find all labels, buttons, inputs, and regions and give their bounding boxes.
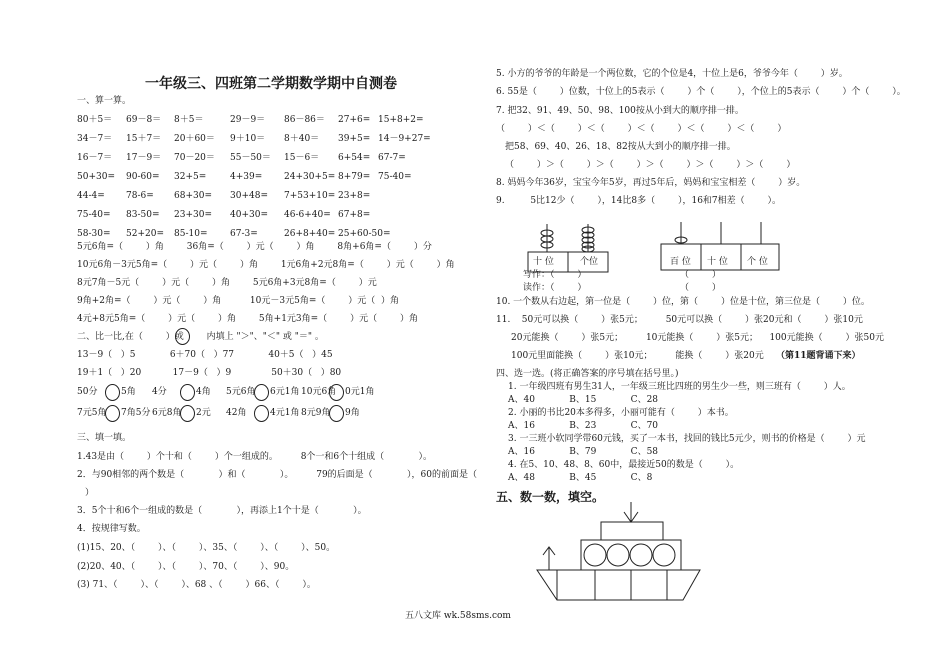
question-5: 5. 小方的爷爷的年龄是一个两位数，它的个位是4，十位上是6，爷爷今年（ ）岁。	[496, 69, 848, 79]
calc-item: 15＋7＝	[126, 134, 162, 144]
section-5-heading: 五、数一数，填空。	[496, 490, 605, 504]
calc-item: 8＋40＝	[284, 134, 320, 144]
money-line-2: 10元6角－3元5角=（ ）元（ ）角 1元6角+2元8角=（ ）元（ ）角	[77, 260, 455, 270]
calc-item: 67-3=	[230, 229, 258, 239]
calc-item: 67+8=	[338, 210, 371, 220]
question-9: 9. 5比12少（ ），14比8多（ ），16和7相差（ ）。	[496, 196, 782, 206]
calc-item: 67-7=	[378, 153, 406, 163]
calc-item: 40+30=	[230, 210, 268, 220]
compare-answer-circle[interactable]	[329, 384, 344, 401]
abacus2-tens-label: 十 位	[707, 257, 728, 267]
fill-line-2-cont: ）	[85, 488, 95, 498]
choice-q2-options: A、16 B、23 C、70	[508, 421, 659, 431]
question-11-line-3: 100元里面能换（ ）张10元； 能换（ ）张20元	[511, 351, 764, 361]
fill-line-4: 4．按规律写数。	[77, 524, 146, 534]
calc-item: 15－6＝	[284, 153, 320, 163]
fill-line-2: 2．与90相邻的两个数是（ ）和（ ）。 79的后面是（ ），60的前面是（	[77, 470, 477, 480]
choice-q1-options: A、40 B、15 C、28	[508, 395, 659, 405]
calc-item: 55－50＝	[230, 153, 271, 163]
choice-q4-options: A、48 B、45 C、8	[508, 473, 653, 483]
section-1-heading: 一、算一算。	[77, 96, 132, 106]
calc-item: 39+5=	[338, 134, 371, 144]
compare-left-value: 5元6角	[226, 387, 256, 397]
calc-item: 27+6=	[338, 115, 371, 125]
calc-item: 6+54=	[338, 153, 371, 163]
question-11-line-2: 20元能换（ ）张5元； 10元能换（ ）张5元； 100元能换（ ）张50元	[511, 333, 884, 343]
abacus1-tens-label: 十 位	[533, 257, 554, 267]
calc-item: 44-4=	[77, 191, 105, 201]
calc-item: 9＋10＝	[230, 134, 266, 144]
abacus2-hundreds-label: 百 位	[670, 257, 691, 267]
question-11-line-1: 11. 50元可以换（ ）张5元； 50元可以换（ ）张20元和（ ）张10元	[496, 315, 863, 325]
calc-item: 70－20＝	[174, 153, 215, 163]
money-line-4: 9角+2角=（ ）元（ ）角 10元－3元5角=（ ）元（ ）角	[77, 296, 399, 306]
choice-q3-options: A、16 B、79 C、58	[508, 447, 659, 457]
calc-item: 50+30=	[77, 172, 115, 182]
abacus1-ones-label: 个位	[580, 257, 599, 267]
calc-item: 15+8+2=	[378, 115, 424, 125]
abacus2-write-blank: （ ）	[680, 270, 721, 280]
question-7-ascending-blanks: （ ）＜（ ）＜（ ）＜（ ）＜（ ）＜（ ）	[496, 124, 787, 134]
calc-item: 80＋5＝	[77, 115, 113, 125]
footer-watermark: 五八文库 wk.58sms.com	[405, 611, 511, 621]
compare-row-1: 13－9（ ）5 6＋70（ ）77 40＋5（ ）45	[77, 350, 333, 360]
calc-item: 20＋60＝	[174, 134, 215, 144]
calc-item: 83-50=	[126, 210, 160, 220]
calc-item: 32+5=	[174, 172, 207, 182]
pattern-row-2: (2)20、40、（ ）、（ ）、70、（ ）、90。	[77, 562, 295, 572]
calc-item: 30+48=	[230, 191, 268, 201]
calc-item: 16－7＝	[77, 153, 113, 163]
pattern-row-3: (3) 71、（ ）、（ ）、68 、（ ）66、（ ）。	[77, 580, 316, 590]
compare-left-value: 42角	[226, 408, 247, 418]
abacus2-read-blank: （ ）	[680, 283, 721, 293]
question-10: 10. 一个数从右边起，第一位是（ ）位，第（ ）位是十位，第三位是（ ）位。	[496, 297, 870, 307]
calc-item: 68+30=	[174, 191, 212, 201]
compare-right-value: 9角	[345, 408, 360, 418]
compare-answer-circle[interactable]	[180, 384, 195, 401]
compare-right-value: 0元1角	[345, 387, 375, 397]
compare-answer-circle[interactable]	[254, 384, 269, 401]
compare-answer-circle[interactable]	[105, 405, 120, 422]
compare-left-value: 7元5角	[77, 408, 107, 418]
page-title: 一年级三、四班第二学期数学期中自测卷	[145, 76, 397, 92]
question-7b-descending-blanks: （ ）＞（ ）＞（ ）＞（ ）＞（ ）＞（ ）	[505, 160, 796, 170]
calc-item: 26+8+40=	[284, 229, 336, 239]
question-7: 7. 把32、91、49、50、98、100按从小到大的顺序排一排。	[496, 106, 744, 116]
compare-right-value: 6元1角	[270, 387, 300, 397]
calc-item: 75-40=	[77, 210, 111, 220]
compare-right-value: 7角5分	[121, 408, 151, 418]
calc-item: 78-6=	[126, 191, 154, 201]
money-line-5: 4元+8元5角=（ ）元（ ）角 5角+1元3角=（ ）元（ ）角	[77, 314, 418, 324]
write-as-label: 写作：（ ）	[523, 270, 587, 280]
compare-answer-circle[interactable]	[180, 405, 195, 422]
read-as-label: 读作：（ ）	[523, 283, 587, 293]
calc-item: 4+39=	[230, 172, 263, 182]
pattern-row-1: (1)15、20、（ ）、（ ）、35、（ ）、（ ）、50。	[77, 543, 336, 553]
calc-item: 23+8=	[338, 191, 371, 201]
compare-left-value: 50分	[77, 387, 98, 397]
calc-item: 8+79=	[338, 172, 371, 182]
compare-left-value: 6元8角	[152, 408, 182, 418]
compare-left-value: 10元6角	[301, 387, 337, 397]
fill-line-1: 1.43是由（ ）个十和（ ）个一组成的。 8个一和6个十组成（ ）。	[77, 452, 432, 462]
question-11-note: （第11题背诵下来）	[776, 351, 861, 361]
compare-answer-circle[interactable]	[105, 384, 120, 401]
question-7b: 把58、69、40、26、18、82按从大到小的顺序排一排。	[505, 142, 736, 152]
calc-item: 69－8＝	[126, 115, 162, 125]
calc-item: 75-40=	[378, 172, 412, 182]
calc-item: 58-30=	[77, 229, 111, 239]
calc-item: 46-6+40=	[284, 210, 331, 220]
calc-item: 7+53+10=	[284, 191, 336, 201]
compare-right-value: 4角	[196, 387, 211, 397]
calc-item: 24+30+5=	[284, 172, 336, 182]
calc-item: 29－9＝	[230, 115, 266, 125]
calc-item: 86－86＝	[284, 115, 325, 125]
calc-item: 90-60=	[126, 172, 160, 182]
money-line-3: 8元7角－5元（ ）元（ ）角 5元6角+3元8角=（ ）元	[77, 278, 377, 288]
choice-q1: 1. 一年级四班有男生31人，一年级三班比四班的男生少一些，则三班有（ ）人。	[508, 382, 851, 392]
calc-item: 34－7＝	[77, 134, 113, 144]
compare-answer-circle[interactable]	[329, 405, 344, 422]
compare-left-value: 8元9角	[301, 408, 331, 418]
calc-item: 23+30=	[174, 210, 212, 220]
choice-q4: 4. 在5、10、48、8、60中，最接近50的数是（ ）。	[508, 460, 740, 470]
question-6: 6. 55是（ ）位数，十位上的5表示（ ）个（ ），个位上的5表示（ ）个（ ）。	[496, 87, 906, 97]
abacus2-ones-label: 个 位	[747, 257, 768, 267]
compare-right-value: 4元1角	[270, 408, 300, 418]
calc-item: 25+60-50=	[338, 229, 391, 239]
calc-item: 85-10=	[174, 229, 208, 239]
section-2-heading: 二、比一比,在（ ）或 内填上 "＞"、"＜" 或 "＝" 。	[77, 332, 324, 342]
calc-item: 8＋5＝	[174, 115, 204, 125]
ship-shapes-figure	[535, 500, 705, 610]
question-8: 8. 妈妈今年36岁，宝宝今年5岁，再过5年后，妈妈和宝宝相差（ ）岁。	[496, 178, 806, 188]
fill-line-3: 3．5个十和6个一组成的数是（ ），再添上1个十是（ ）。	[77, 506, 367, 516]
section-3-heading: 三、填一填。	[77, 433, 132, 443]
compare-left-value: 4分	[152, 387, 167, 397]
money-line-1: 5元6角=（ ）角 36角=（ ）元（ ）角 8角+6角=（ ）分	[77, 242, 432, 252]
section-4-heading: 四、选一选。(将正确答案的序号填在括号里。)	[496, 369, 679, 379]
calc-item: 17－9＝	[126, 153, 162, 163]
compare-right-value: 5角	[121, 387, 136, 397]
calc-item: 14－9+27=	[378, 134, 431, 144]
calc-item: 52+20=	[126, 229, 164, 239]
compare-row-2: 19＋1（ ）20 17－9（ ）9 50＋30（ ）80	[77, 368, 342, 378]
compare-right-value: 2元	[196, 408, 211, 418]
choice-q2: 2. 小丽的书比20本多得多，小丽可能有（ ）本书。	[508, 408, 734, 418]
compare-answer-circle[interactable]	[254, 405, 269, 422]
answer-circle[interactable]	[175, 328, 190, 345]
choice-q3: 3. 一三班小软同学带60元钱，买了一本书，找回的钱比5元少，则书的价格是（ ）元	[508, 434, 866, 444]
